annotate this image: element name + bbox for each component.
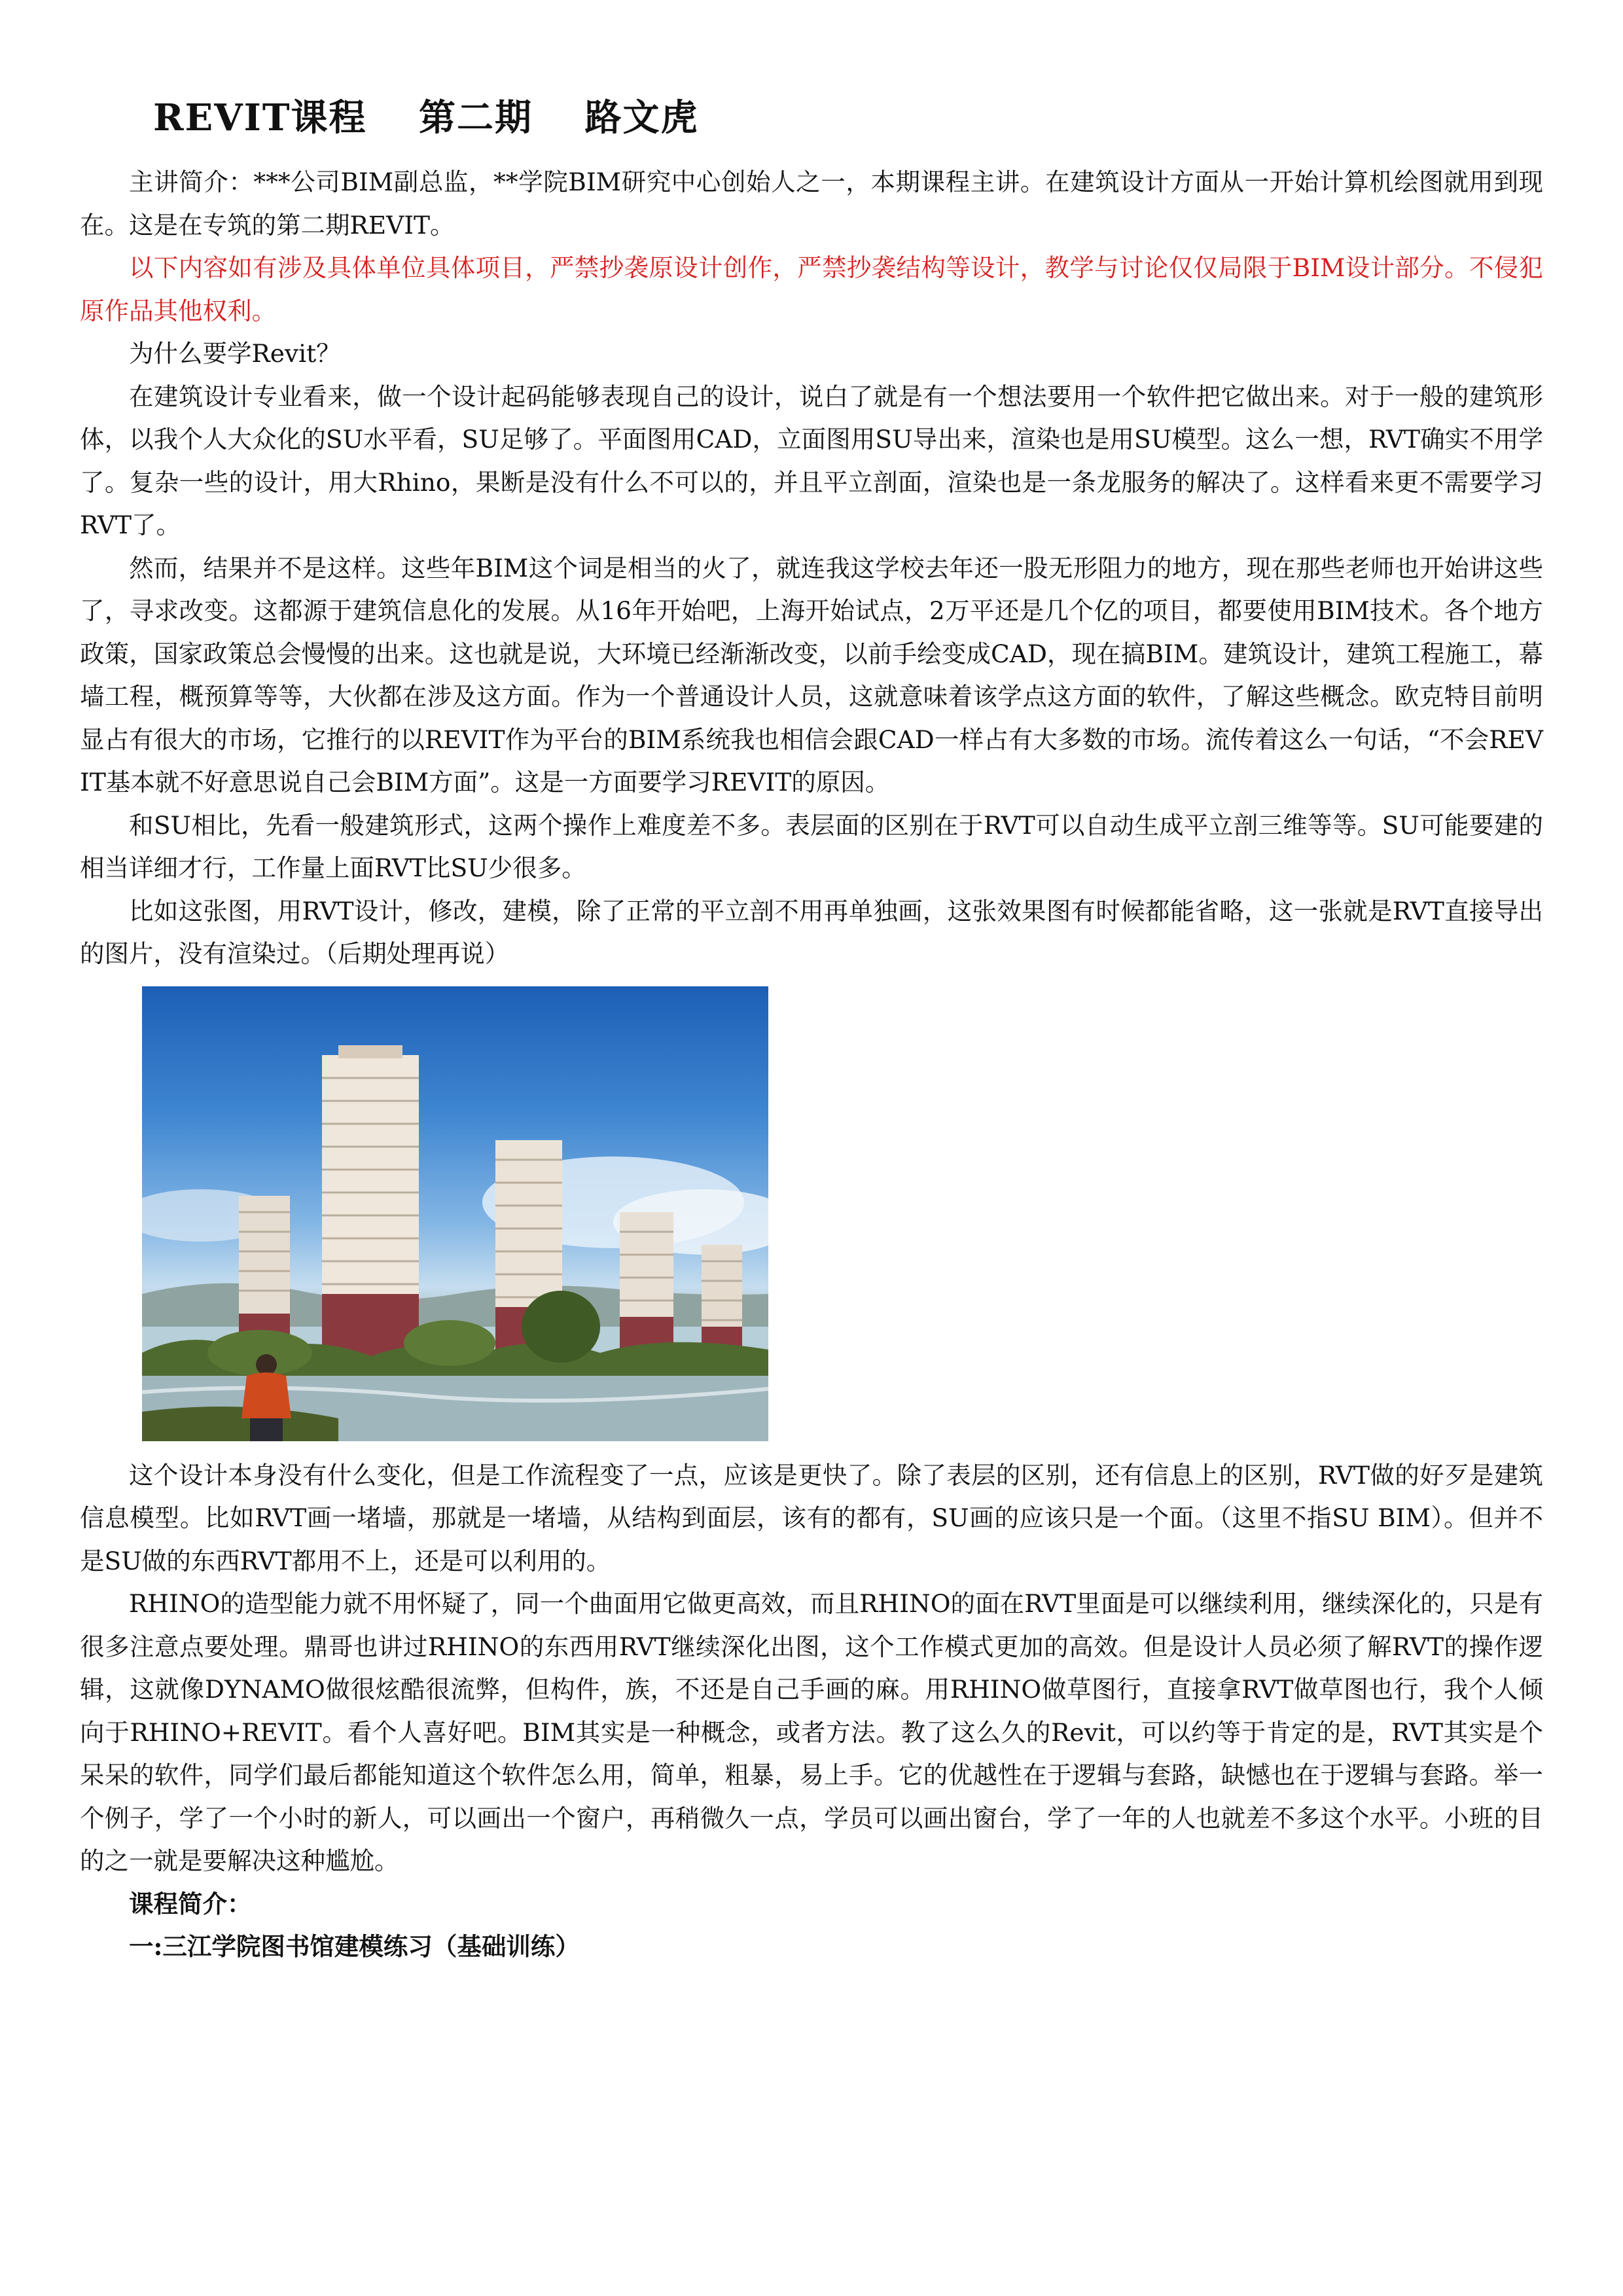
body-paragraph: 比如这张图，用RVT设计，修改，建模，除了正常的平立剖不用再单独画，这张效果图有时候都能省略，这一张就是RVT直接导出的图片，没有渲染过。（后期处理再说） (80, 896, 1543, 968)
intro-paragraph: 主讲简介：***公司BIM副总监，**学院BIM研究中心创始人之一，本期课程主讲。在建筑设计方面从一开始计算机绘图就用到现在。这是在专筑的第二期REVIT。 (80, 168, 1543, 240)
course-section-1-heading: 一:三江学院图书馆建模练习（基础训练） (129, 1932, 580, 1961)
copyright-warning: 以下内容如有涉及具体单位具体项目，严禁抄袭原设计创作，严禁抄袭结构等设计，教学与讨论仅仅局限于BIM设计部分。不侵犯原作品其他权利。 (80, 253, 1543, 325)
course-intro-heading: 课程简介： (129, 1889, 252, 1918)
body-paragraph: 然而，结果并不是这样。这些年BIM这个词是相当的火了，就连我这学校去年还一股无形阻力的地方，现在那些老师也开始讲这些了，寻求改变。这都源于建筑信息化的发展。从16年开始吧，上海开始试点，2万平还是几个亿的项目，都要使用BIM技术。各个地方政策，国家政策总会慢慢的出来。这也就是说，大环境已经渐渐改变，以前手绘变成CAD，现在搞BIM。建筑设计，建筑工程施工，幕墙工程，概预算等等，大伙都在涉及这方面。作为一个普通设计人员，这就意味着该学点这方面的软件，了解这些概念。欧克特目前明显占有很大的市场，它推行的以REVIT作为平台的BIM系统我也相信会跟CAD一样占有大多数的市场。流传着这么一句话，“不会REVIT基本就不好意思说自己会BIM方面”。这是一方面要学习REVIT的原因。 (80, 553, 1543, 797)
building-rendering-illustration (142, 986, 768, 1441)
document-page (80, 92, 1543, 1969)
body-paragraph: 这个设计本身没有什么变化，但是工作流程变了一点，应该是更快了。除了表层的区别，还有信息上的区别，RVT做的好歹是建筑信息模型。比如RVT画一堵墙，那就是一堵墙，从结构到面层，该有的都有，SU画的应该只是一个面。（这里不指SU BIM）。但并不是SU做的东西RVT都用不上，还是可以利用的。 (80, 1460, 1543, 1575)
body-paragraph: RHINO的造型能力就不用怀疑了，同一个曲面用它做更高效，而且RHINO的面在RVT里面是可以继续利用，继续深化的，只是有很多注意点要处理。鼎哥也讲过RHINO的东西用RVT继续深化出图，这个工作模式更加的高效。但是设计人员必须了解RVT的操作逻辑，这就像DYNAMO做很炫酷很流弊，但构件，族，不还是自己手画的麻。用RHINO做草图行，直接拿RVT做草图也行，我个人倾向于RHINO+REVIT。看个人喜好吧。BIM其实是一种概念，或者方法。教了这么久的Revit，可以约等于肯定的是，RVT其实是个呆呆的软件，同学们最后都能知道这个软件怎么用，简单，粗暴，易上手。它的优越性在于逻辑与套路，缺憾也在于逻辑与套路。举一个例子，学了一个小时的新人，可以画出一个窗户，再稍微久一点，学员可以画出窗台，学了一年的人也就差不多这个水平。小班的目的之一就是要解决这种尴尬。 (80, 1589, 1543, 1875)
body-paragraph: 在建筑设计专业看来，做一个设计起码能够表现自己的设计，说白了就是有一个想法要用一个软件把它做出来。对于一般的建筑形体，以我个人大众化的SU水平看，SU足够了。平面图用CAD，立面图用SU导出来，渲染也是用SU模型。这么一想，RVT确实不用学了。复杂一些的设计，用大Rhino，果断是没有什么不可以的，并且平立剖面，渲染也是一条龙服务的解决了。这样看来更不需要学习RVT了。 (80, 382, 1543, 539)
building-rendering-image (142, 986, 768, 1441)
why-revit-question: 为什么要学Revit？ (129, 339, 341, 368)
document-title: REVIT课程 第二期 路文虎 (153, 96, 699, 139)
body-paragraph: 和SU相比，先看一般建筑形式，这两个操作上难度差不多。表层面的区别在于RVT可以自动生成平立剖三维等等。SU可能要建的相当详细才行，工作量上面RVT比SU少很多。 (80, 810, 1543, 882)
